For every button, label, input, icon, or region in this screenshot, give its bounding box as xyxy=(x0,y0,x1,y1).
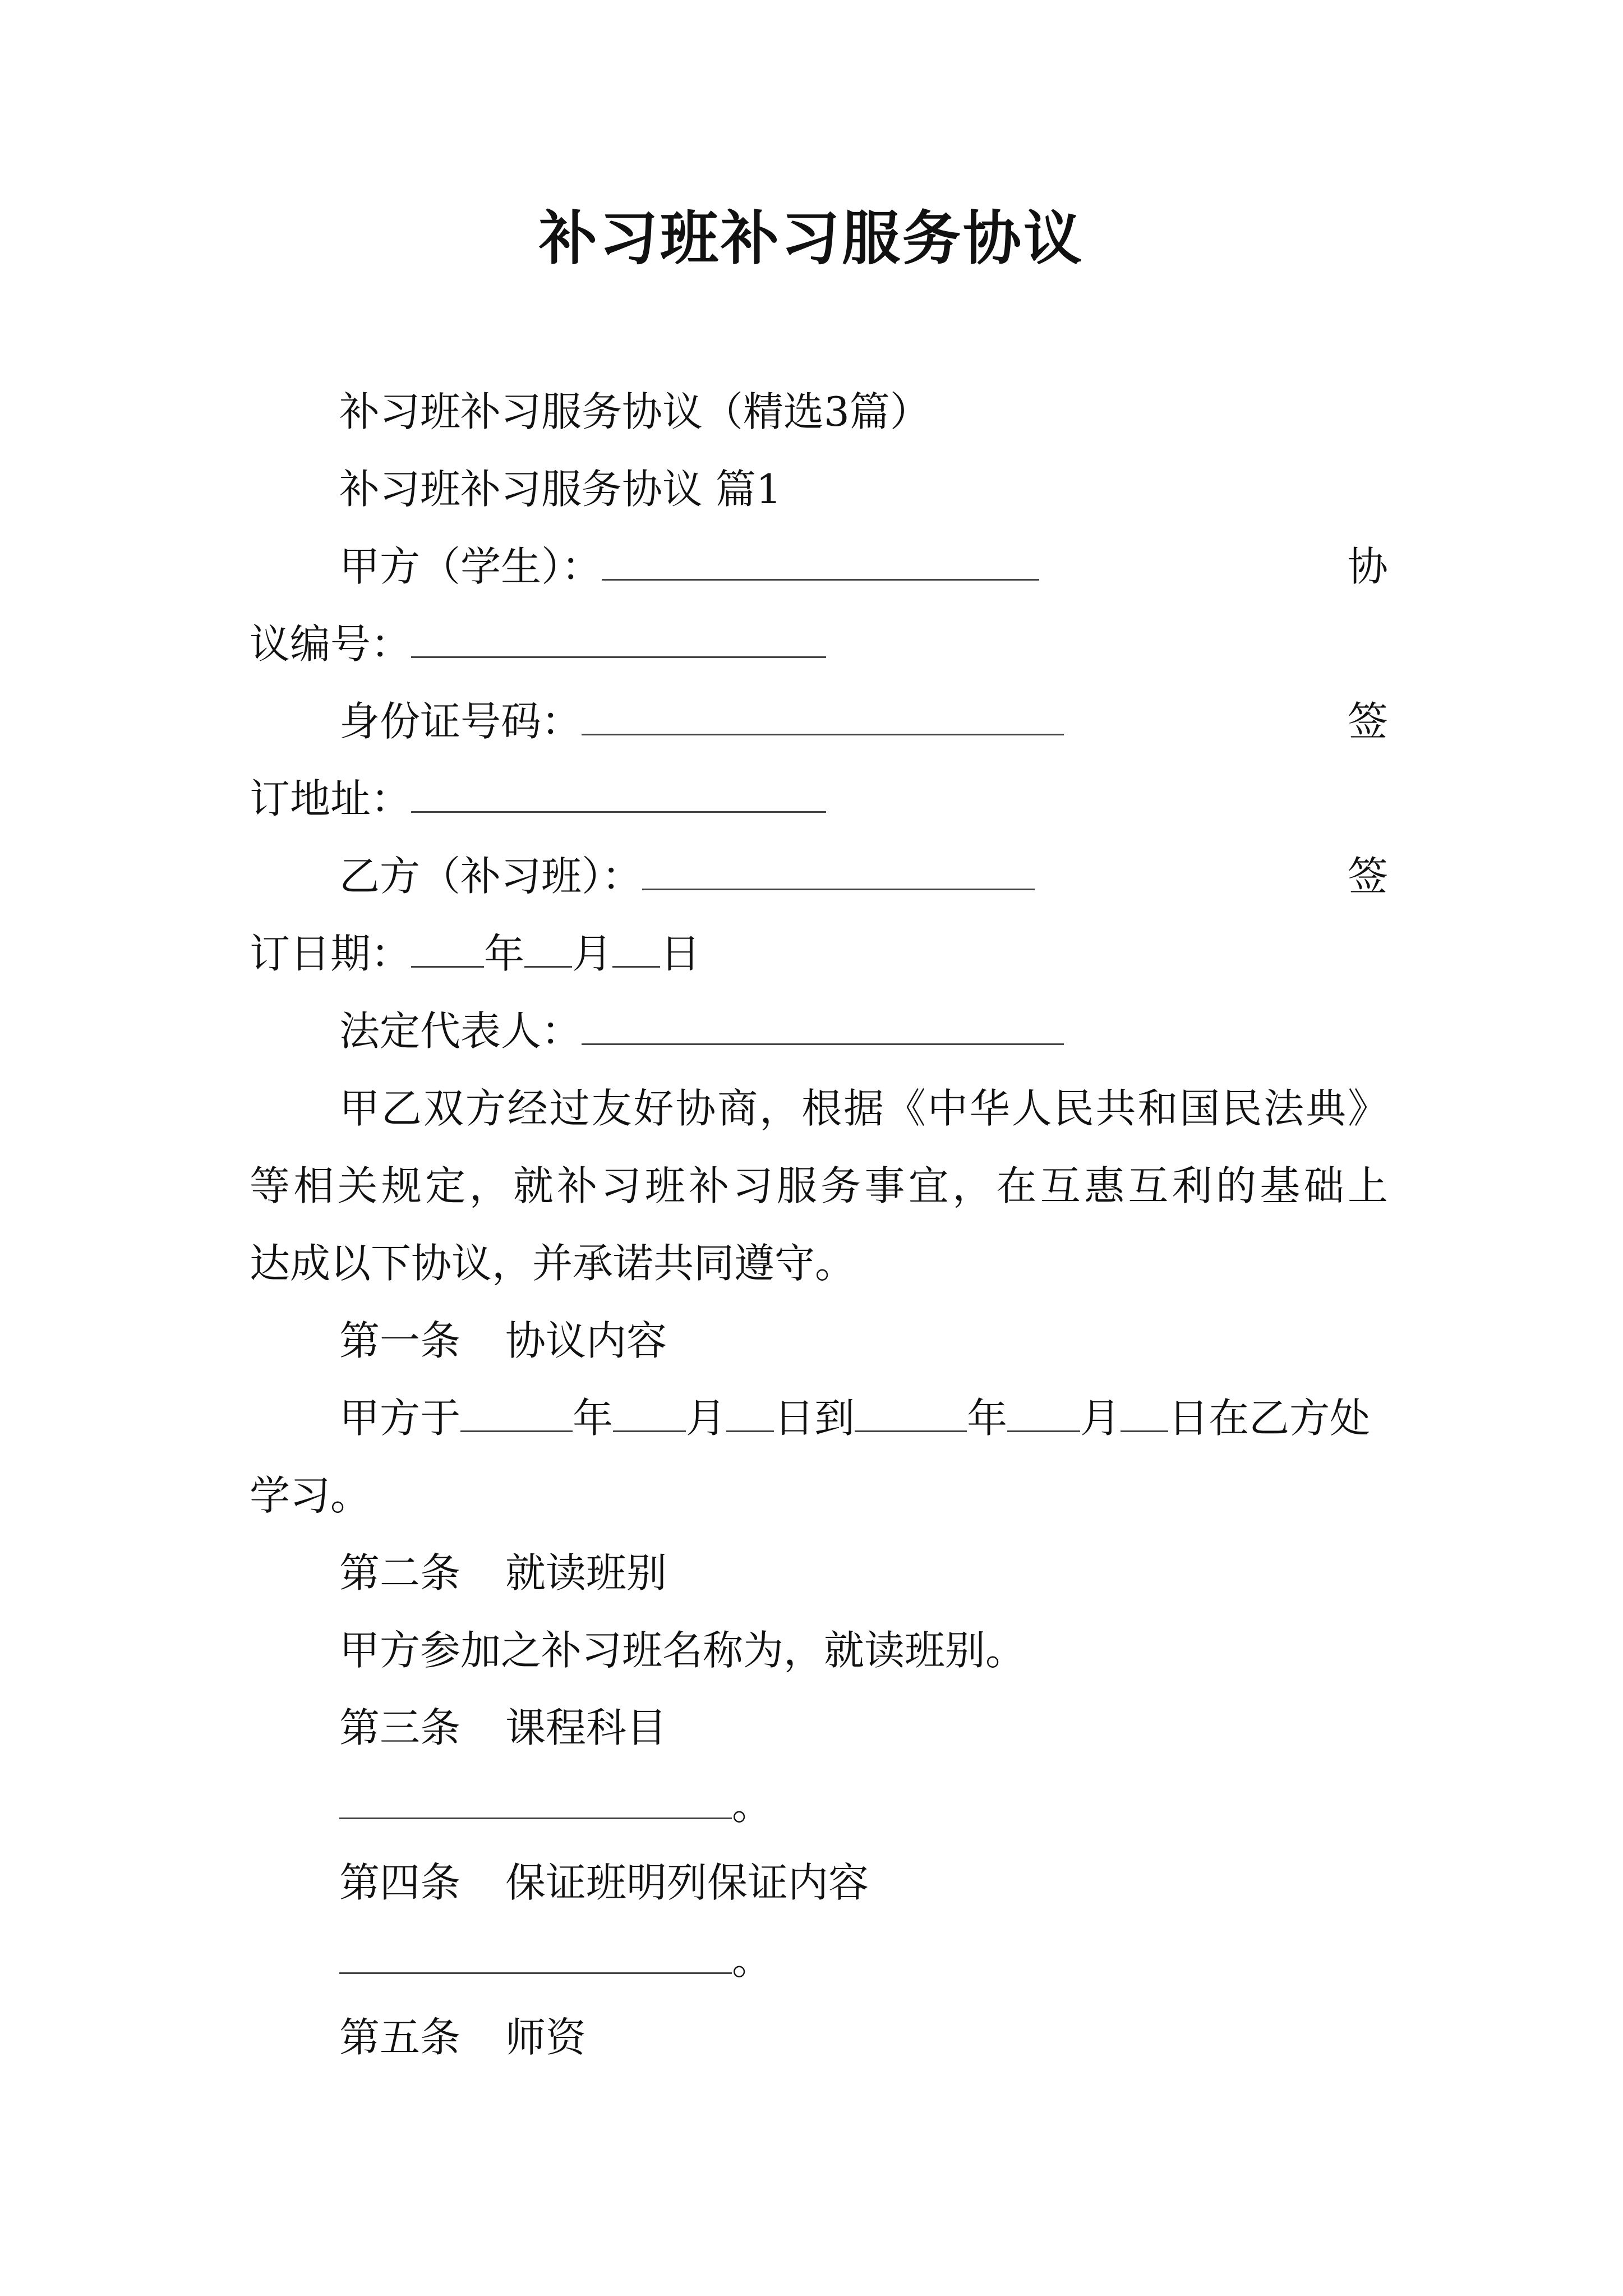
sign-date-month: 月 xyxy=(572,930,613,977)
sign-addr-line xyxy=(250,760,1388,838)
subtitle xyxy=(250,373,1388,450)
article-3-title: 课程科目 xyxy=(505,1704,667,1751)
art1-year1: 年 xyxy=(573,1395,614,1442)
art1-text-b: 学习。 xyxy=(250,1472,371,1519)
art3-blank xyxy=(339,1784,732,1819)
art1-month2: 月 xyxy=(1080,1395,1121,1442)
intro-text-2: 等相关规定，就补习班补习服务事宜，在互惠互利的基础上 xyxy=(250,1162,1388,1209)
sign-date-char: 签 xyxy=(1347,853,1388,900)
document-title: 补习班补习服务协议 xyxy=(538,204,1084,273)
article-1-heading xyxy=(250,1302,1388,1379)
art1-month1: 月 xyxy=(686,1395,727,1442)
id-blank xyxy=(582,700,1064,735)
intro-text-1: 甲乙双方经过友好协商，根据《中华人民共和国民法典》 xyxy=(339,1085,1388,1132)
art1-year2-blank xyxy=(855,1397,967,1432)
art1-year2: 年 xyxy=(967,1395,1008,1442)
article-5-heading xyxy=(250,1999,1388,2076)
sign-date-year-blank xyxy=(411,932,484,968)
article-1-number: 第一条 xyxy=(339,1317,461,1364)
intro-text-3: 达成以下协议，并承诺共同遵守。 xyxy=(250,1240,856,1287)
art1-day1-blank xyxy=(726,1397,774,1432)
article-4-body xyxy=(250,1921,1388,1999)
sign-date-month-blank xyxy=(524,932,572,968)
article-2-title: 就读班别 xyxy=(505,1549,667,1596)
agreement-no-label: 议编号： xyxy=(250,620,412,668)
agreement-no-blank xyxy=(411,623,826,658)
legal-rep-line xyxy=(250,992,1388,1070)
intro-line-3 xyxy=(250,1225,1388,1302)
part-heading-text: 补习班补习服务协议 篇1 xyxy=(339,466,782,513)
art1-day2-blank xyxy=(1121,1397,1168,1432)
id-line xyxy=(250,683,1388,760)
article-2-body xyxy=(250,1612,1388,1689)
art1-tail: 日在乙方处 xyxy=(1168,1395,1371,1442)
article-5-title: 师资 xyxy=(505,2014,587,2061)
party-b-blank xyxy=(642,855,1035,890)
art2-text: 甲方参加之补习班名称为，就读班别。 xyxy=(339,1627,1026,1674)
art3-period: 。 xyxy=(732,1782,773,1829)
part-heading xyxy=(250,450,1388,528)
art1-month2-blank xyxy=(1007,1397,1080,1432)
party-b-label: 乙方（补习班）： xyxy=(339,853,643,900)
article-1-body-line-1 xyxy=(250,1379,1388,1457)
sign-addr-char: 签 xyxy=(1347,698,1388,745)
article-1-body-line-2 xyxy=(250,1457,1388,1534)
party-a-blank xyxy=(602,545,1039,581)
sign-addr-blank xyxy=(411,777,826,813)
intro-line-2 xyxy=(250,1147,1388,1225)
subtitle-text: 补习班补习服务协议（精选3篇） xyxy=(339,388,930,435)
sign-addr-label: 订地址： xyxy=(250,775,412,822)
art4-blank xyxy=(339,1939,732,1974)
party-a-line xyxy=(250,528,1388,605)
sign-date-label: 订日期： xyxy=(250,930,412,977)
article-4-heading xyxy=(250,1844,1388,1921)
art1-day-to: 日到 xyxy=(774,1395,855,1442)
sign-date-year: 年 xyxy=(484,930,525,977)
agreement-no-line xyxy=(250,605,1388,683)
art1-month1-blank xyxy=(613,1397,686,1432)
article-4-title: 保证班明列保证内容 xyxy=(505,1859,869,1906)
legal-rep-label: 法定代表人： xyxy=(339,1007,582,1055)
party-b-line xyxy=(250,838,1388,915)
art1-text-a: 甲方于 xyxy=(339,1395,461,1442)
article-2-heading xyxy=(250,1534,1388,1612)
document-body xyxy=(250,373,1388,2076)
article-3-body xyxy=(250,1766,1388,1844)
article-5-number: 第五条 xyxy=(339,2014,461,2061)
id-label: 身份证号码： xyxy=(339,698,582,745)
sign-date-day: 日 xyxy=(660,930,701,977)
agreement-no-char: 协 xyxy=(1347,543,1388,590)
sign-date-line xyxy=(250,915,1388,992)
article-3-heading xyxy=(250,1689,1388,1766)
art4-period: 。 xyxy=(732,1936,773,1984)
legal-rep-blank xyxy=(582,1010,1064,1045)
article-2-number: 第二条 xyxy=(339,1549,461,1596)
intro-line-1 xyxy=(250,1070,1388,1147)
sign-date-day-blank xyxy=(612,932,660,968)
article-3-number: 第三条 xyxy=(339,1704,461,1751)
art1-year1-blank xyxy=(460,1397,573,1432)
article-4-number: 第四条 xyxy=(339,1859,461,1906)
article-1-title: 协议内容 xyxy=(505,1317,667,1364)
party-a-label: 甲方（学生）： xyxy=(339,543,602,590)
